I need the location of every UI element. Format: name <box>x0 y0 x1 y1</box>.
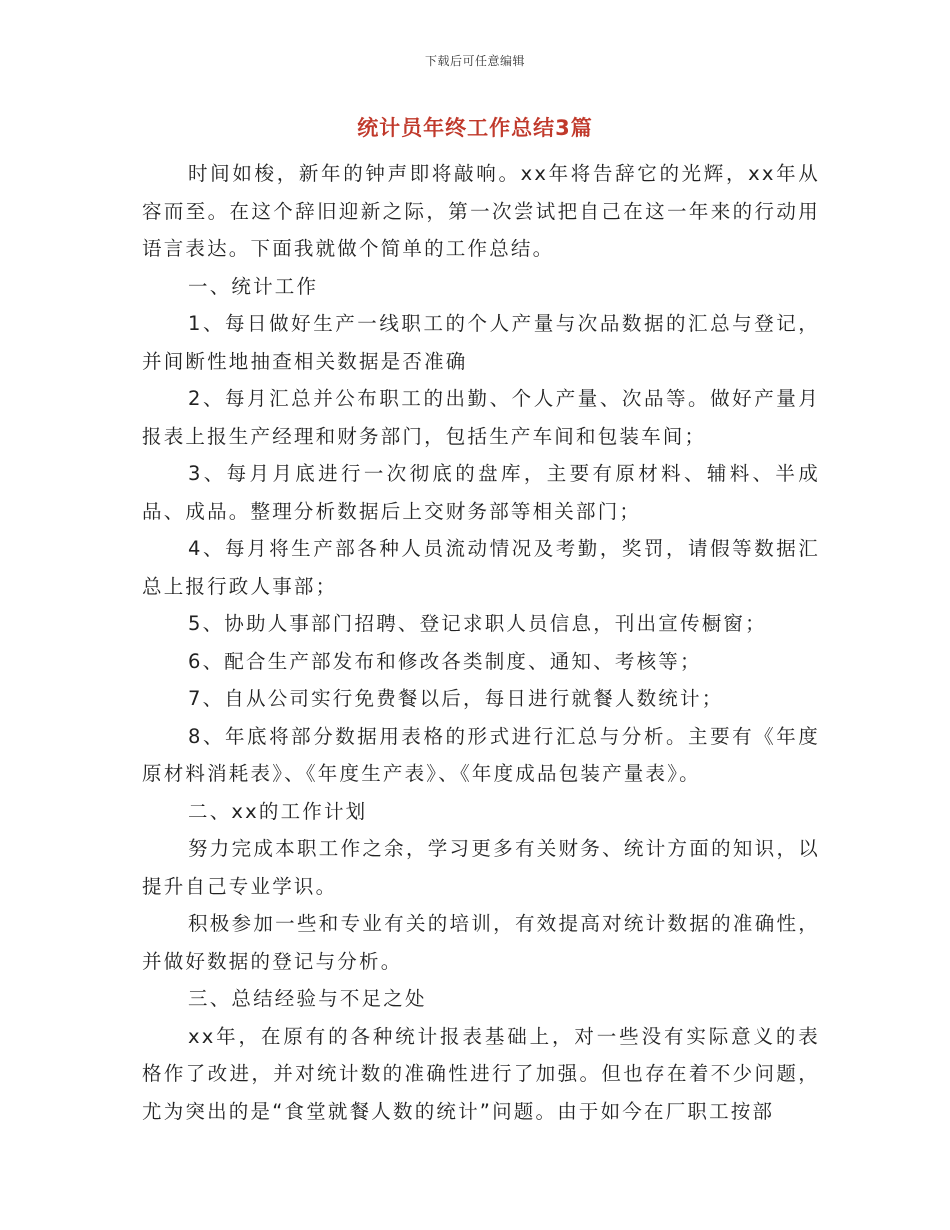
list-item: 8、年底将部分数据用表格的形式进行汇总与分析。主要有《年度原材料消耗表》、《年度生产表》、《年度成品包装产量表》。 <box>142 724 820 785</box>
section-heading-1: 一、统计工作 <box>188 274 319 298</box>
paragraph: 努力完成本职工作之余，学习更多有关财务、统计方面的知识，以提升自己专业学识。 <box>142 837 820 898</box>
section-heading-2: 二、xx的工作计划 <box>188 799 368 823</box>
list-item: 3、每月月底进行一次彻底的盘库，主要有原材料、辅料、半成品、成品。整理分析数据后上交财务部等相关部门； <box>142 462 820 523</box>
document-body <box>142 155 820 1130</box>
paragraph-intro: 时间如梭，新年的钟声即将敲响。xx年将告辞它的光辉，xx年从容而至。在这个辞旧迎新之际，第一次尝试把自己在这一年来的行动用语言表达。下面我就做个简单的工作总结。 <box>142 162 820 260</box>
list-item: 6、配合生产部发布和修改各类制度、通知、考核等； <box>188 649 702 673</box>
list-item: 4、每月将生产部各种人员流动情况及考勤，奖罚，请假等数据汇总上报行政人事部； <box>142 537 820 598</box>
list-item: 5、协助人事部门招聘、登记求职人员信息，刊出宣传橱窗； <box>188 612 767 635</box>
list-item: 2、每月汇总并公布职工的出勤、个人产量、次品等。做好产量月报表上报生产经理和财务部门，包括生产车间和包装车间； <box>142 387 820 448</box>
document-title: 统计员年终工作总结3篇 <box>357 116 593 140</box>
header-note: 下载后可任意编辑 <box>424 54 525 68</box>
list-item: 1、每日做好生产一线职工的个人产量与次品数据的汇总与登记，并间断性地抽查相关数据是否准确 <box>142 312 820 373</box>
list-item: 7、自从公司实行免费餐以后，每日进行就餐人数统计； <box>188 687 724 710</box>
paragraph: 积极参加一些和专业有关的培训，有效提高对统计数据的准确性，并做好数据的登记与分析。 <box>142 912 820 973</box>
section-heading-3: 三、总结经验与不足之处 <box>188 987 427 1010</box>
paragraph: xx年，在原有的各种统计报表基础上，对一些没有实际意义的表格作了改进，并对统计数的准确性进行了加强。但也存在着不少问题，尤为突出的是“食堂就餐人数的统计”问题。由于如今在厂职工按部 <box>142 1024 820 1123</box>
